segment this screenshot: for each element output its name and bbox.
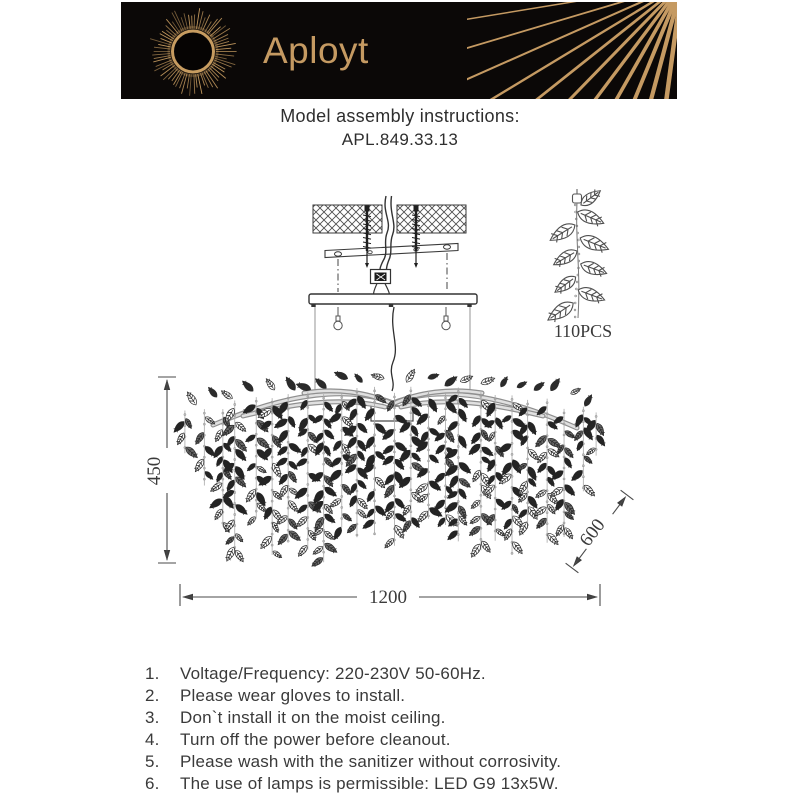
instruction-text: Turn off the power before cleanout. xyxy=(180,730,451,749)
starburst-logo-icon xyxy=(133,2,253,99)
instruction-item xyxy=(145,729,705,751)
instruction-number: 6. xyxy=(145,774,160,793)
instruction-item xyxy=(145,773,705,795)
header-banner xyxy=(121,2,677,99)
instruction-text: Please wash with the sanitizer without corrosivity. xyxy=(180,752,562,771)
height-dimension-label: 450 xyxy=(144,456,165,486)
brand-name: Aployt xyxy=(263,29,369,71)
instruction-number: 1. xyxy=(145,664,160,683)
instruction-item xyxy=(145,663,705,685)
instructions-list xyxy=(145,663,705,795)
instruction-item xyxy=(145,685,705,707)
depth-dimension-label: 600 xyxy=(575,514,610,551)
instruction-text: Don`t install it on the moist ceiling. xyxy=(180,708,446,727)
model-number: APL.849.33.13 xyxy=(341,130,459,149)
corner-rays-icon xyxy=(467,2,677,99)
instruction-number: 2. xyxy=(145,686,160,705)
instruction-text: The use of lamps is permissible: LED G9 13x5W. xyxy=(180,774,559,793)
instruction-text: Please wear gloves to install. xyxy=(180,686,406,705)
instruction-item xyxy=(145,707,705,729)
instruction-text: Voltage/Frequency: 220-230V 50-60Hz. xyxy=(180,664,486,683)
leaf-count-label: 110PCS xyxy=(553,321,613,341)
instruction-number: 4. xyxy=(145,730,160,749)
width-dimension-label: 1200 xyxy=(369,587,407,608)
page-title: Model assembly instructions: xyxy=(280,106,520,126)
instruction-number: 3. xyxy=(145,708,160,727)
instruction-item xyxy=(145,751,705,773)
title-block xyxy=(0,104,800,151)
instruction-number: 5. xyxy=(145,752,160,771)
